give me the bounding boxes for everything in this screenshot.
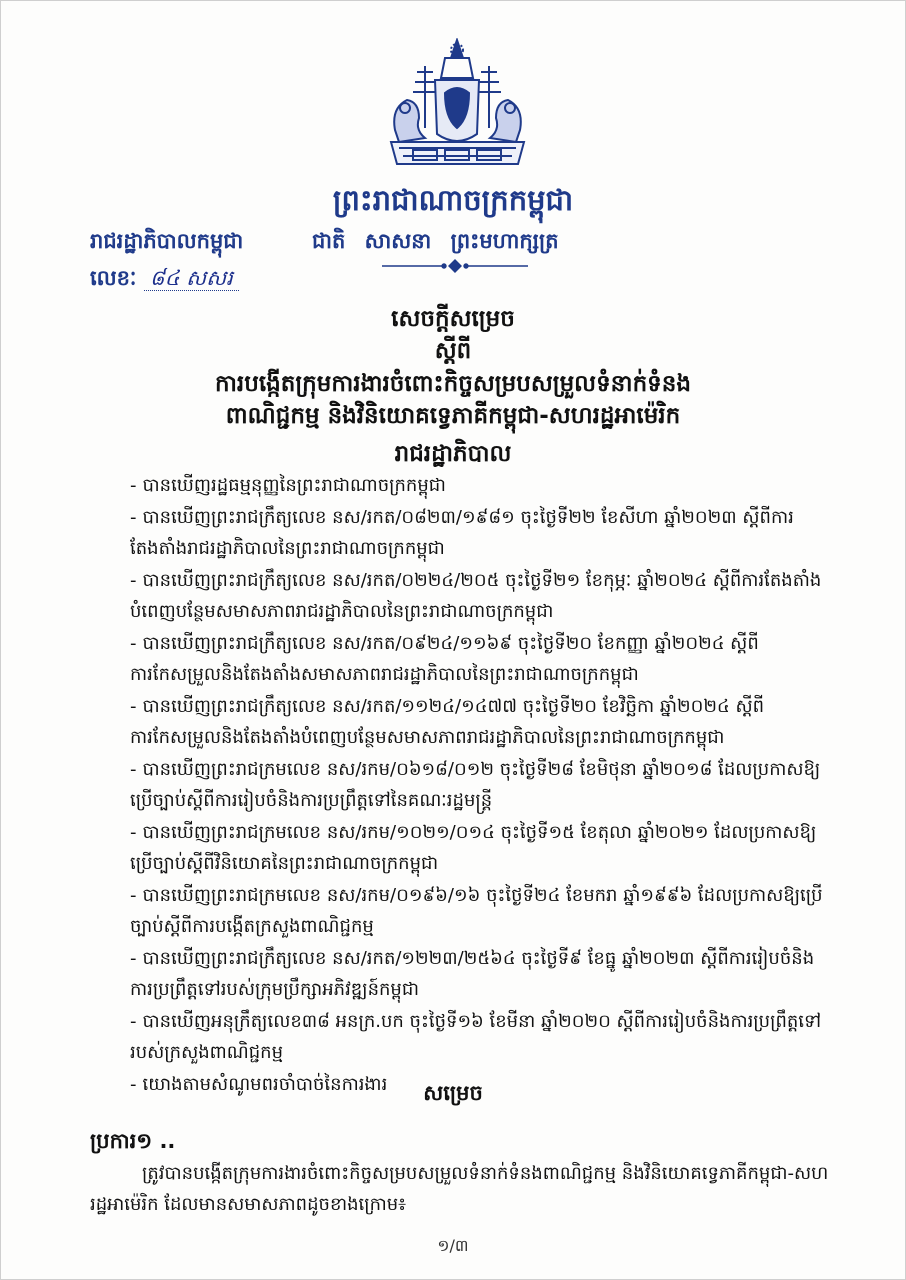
issuing-authority: រាជរដ្ឋាភិបាលកម្ពុជា bbox=[90, 229, 244, 253]
consideration-item: - បានឃើញអនុក្រឹត្យលេខ៣៨ អនក្រ.បក ចុះថ្ងៃទី១៦ ខែមីនា ឆ្នាំ២០២០ ស្តីពីការរៀបចំនិងការប្រព្រឹត្តទៅរបស់ក្រសួងពាណិជ្ជកម្ម bbox=[130, 1011, 822, 1063]
document-number-label: លេខៈ bbox=[90, 266, 137, 290]
national-motto: ជាតិ សាសនា ព្រះមហាក្សត្រ bbox=[312, 229, 559, 253]
consideration-item: - បានឃើញរដ្ឋធម្មនុញ្ញនៃព្រះរាជាណាចក្រកម្ពុជា bbox=[130, 475, 446, 496]
consideration-item: - យោងតាមសំណូមពរចាំបាច់នៃការងារ bbox=[130, 1074, 388, 1095]
consideration-item: - បានឃើញព្រះរាជក្រឹត្យលេខ នស/រកត/០២២៤/២០៥ ចុះថ្ងៃទី២១ ខែកុម្ភៈ ឆ្នាំ២០២៤ ស្តីពីការតែងតាំងបំពេញបន្ថែមសមាសភាពរាជរដ្ឋាភិបាលនៃព្រះរាជាណាចក្រកម្ពុជា bbox=[130, 570, 822, 622]
decision-heading: សម្រេច bbox=[423, 1081, 483, 1105]
decision-title: សេចក្តីសម្រេច bbox=[391, 306, 515, 332]
decision-subject-line-2: ពាណិជ្ជកម្ម និងវិនិយោគទ្វេភាគីកម្ពុជា-សហរដ្ឋអាម៉េរិក bbox=[225, 403, 681, 429]
page-number: ១/៣ bbox=[437, 1236, 469, 1255]
consideration-item: - បានឃើញព្រះរាជក្រឹត្យលេខ នស/រកត/១១២៤/១៤៧៧ ចុះថ្ងៃទី២០ ខែវិច្ឆិកា ឆ្នាំ២០២៤ ស្តីពីការកែសម្រួលនិងតែងតាំងបំពេញបន្ថែមសមាសភាពរាជរដ្ឋាភិបាលនៃព្រះរាជាណាចក្រកម្ពុជា bbox=[130, 696, 765, 748]
consideration-item: - បានឃើញព្រះរាជក្រមលេខ នស/រកម/០១៩៦/១៦ ចុះថ្ងៃទី២៤ ខែមករា ឆ្នាំ១៩៩៦ ដែលប្រកាសឱ្យប្រើច្បាប់ស្តីពីការបង្កើតក្រសួងពាណិជ្ជកម្ម bbox=[130, 885, 823, 937]
kingdom-title: ព្រះរាជាណាចក្រកម្ពុជា bbox=[332, 183, 574, 217]
authority-heading: រាជរដ្ឋាភិបាល bbox=[394, 441, 512, 467]
consideration-item: - បានឃើញព្រះរាជក្រមលេខ នស/រកម/១០២១/០១៤ ចុះថ្ងៃទី១៥ ខែតុលា ឆ្នាំ២០២១ ដែលប្រកាសឱ្យប្រើច្បាប់ស្តីពីវិនិយោគនៃព្រះរាជាណាចក្រកម្ពុជា bbox=[130, 822, 817, 874]
divider-ornament-icon bbox=[380, 259, 530, 273]
article-text: ត្រូវបានបង្កើតក្រុមការងារចំពោះកិច្ចសម្របសម្រួលទំនាក់ទំនងពាណិជ្ជកម្ម និងវិនិយោគទ្វេភាគីកម្ពុជា-សហរដ្ឋអាម៉េរិក ដែលមានសមាសភាពដូចខាងក្រោម៖ bbox=[90, 1163, 829, 1215]
consideration-item: - បានឃើញព្រះរាជក្រឹត្យលេខ នស/រកត/០៨២៣/១៩៨១ ចុះថ្ងៃទី២២ ខែសីហា ឆ្នាំ២០២៣ ស្តីពីការតែងតាំងរាជរដ្ឋាភិបាលនៃព្រះរាជាណាចក្រកម្ពុជា bbox=[130, 507, 794, 559]
royal-coat-of-arms-icon bbox=[385, 38, 530, 178]
decision-subject-line-1: ការបង្កើតក្រុមការងារចំពោះកិច្ចសម្របសម្រួលទំនាក់ទំនង bbox=[215, 371, 691, 397]
considerations-list bbox=[130, 470, 830, 1101]
consideration-item: - បានឃើញព្រះរាជក្រឹត្យលេខ នស/រកត/០៩២៤/១១៦៩ ចុះថ្ងៃទី២០ ខែកញ្ញា ឆ្នាំ២០២៤ ស្តីពីការកែសម្រួលនិងតែងតាំងសមាសភាពរាជរដ្ឋាភិបាលនៃព្រះរាជាណាចក្រកម្ពុជា bbox=[130, 633, 759, 685]
consideration-item: - បានឃើញព្រះរាជក្រមលេខ នស/រកម/០៦១៨/០១២ ចុះថ្ងៃទី២៨ ខែមិថុនា ឆ្នាំ២០១៨ ដែលប្រកាសឱ្យប្រើច្បាប់ស្តីពីការរៀបចំនិងការប្រព្រឹត្តទៅនៃគណៈរដ្ឋមន្ត្រី bbox=[130, 759, 821, 811]
decision-subject-label: ស្តីពី bbox=[434, 338, 472, 364]
article-label: ប្រការ១ .. bbox=[90, 1129, 176, 1153]
document-number-value: ៨៤ សសរ bbox=[144, 266, 239, 291]
document-number bbox=[90, 265, 239, 296]
consideration-item: - បានឃើញព្រះរាជក្រឹត្យលេខ នស/រកត/១២២៣/២៥៦៤ ចុះថ្ងៃទី៩ ខែធ្នូ ឆ្នាំ២០២៣ ស្តីពីការរៀបចំនិងការប្រព្រឹត្តទៅរបស់ក្រុមប្រឹក្សាអភិវឌ្ឍន៍កម្ពុជា bbox=[130, 948, 815, 1000]
